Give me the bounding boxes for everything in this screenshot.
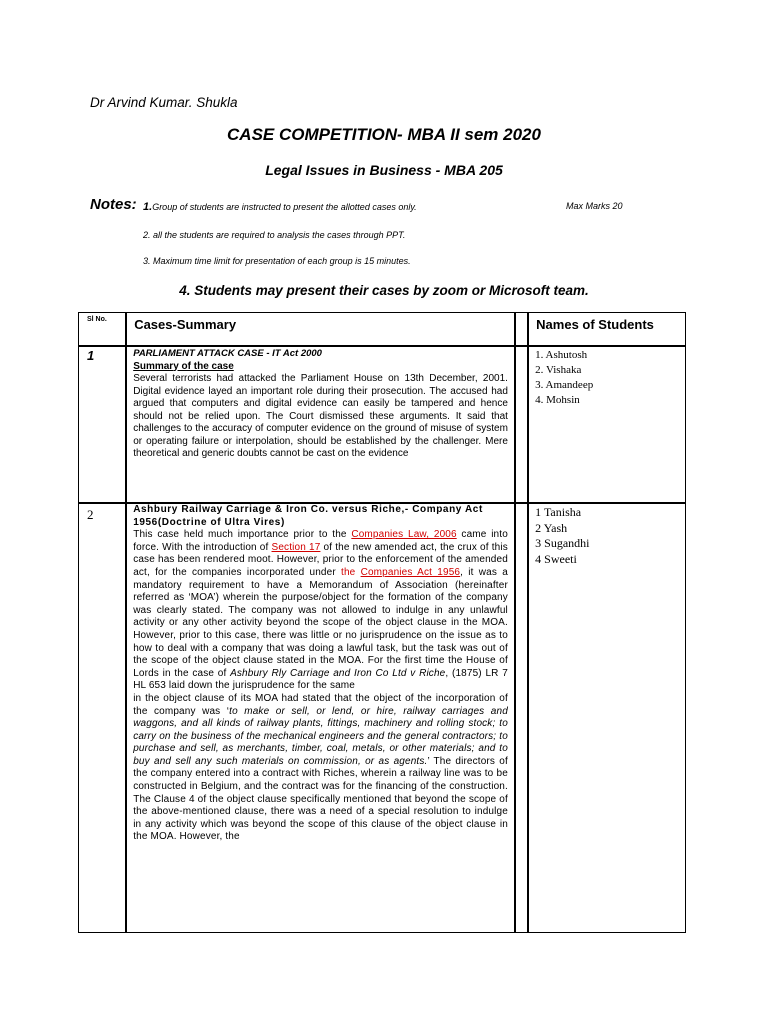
student-name: 2. Vishaka [535, 364, 582, 376]
header-cases-summary: Cases-Summary [126, 312, 515, 346]
text-segment: , (1875) LR 7 HL 653 laid down the jurisprudence for the same [133, 667, 508, 692]
note-2: 2. all the students are required to analysis the cases through PPT. [143, 230, 406, 240]
max-marks: Max Marks 20 [566, 201, 623, 211]
header-sl-no: Sl No. [78, 312, 126, 346]
section-17-link[interactable]: Section 17 [271, 541, 321, 553]
case-text: Several terrorists had attacked the Parliament House on 13th December, 2001. Digital evidence layed an important role during their prosecution. The accused had argued that computers and digital evidence can easily be tampered and hence should not be relied upon. The Court dismissed these arguments. It said that challenges to the accuracy of computer evidence on the ground of misuse of system or operating failure or interpolation, should be established by the challenger. Mere theoretical and generic doubts cannot be cast on the evidence [133, 373, 508, 459]
spacer-cell [515, 346, 528, 503]
companies-law-link[interactable]: Companies Law, 2006 [351, 529, 457, 541]
case-text [133, 529, 508, 693]
note-3: 3. Maximum time limit for presentation of each group is 15 minutes. [143, 256, 411, 266]
object-clause-quote: to make or sell, or lend, or hire, railway carriages and waggons, and all kinds of railway plants, fittings, machinery and rolling stock; to carry on the business of the mechanical engineers and the general contractors; to purchase and sell, as merchants, timber, coal, metals, or other materials; and to buy and sell any such materials on commission, or as agents. [133, 705, 508, 767]
student-name: 3. Amandeep [535, 379, 594, 391]
cases-table [78, 312, 686, 933]
student-name: 1. Ashutosh [535, 349, 588, 361]
student-names [528, 346, 686, 503]
student-name: 3 Sugandhi [535, 536, 590, 550]
header-spacer-cell [515, 312, 528, 346]
table-header-row [78, 312, 686, 346]
case-summary [126, 346, 515, 503]
text-segment: ’ The directors of the company entered into a contract with Riches, wherein a railway line was to be constructed in Belgium, and the contract was for the financing of the construction. The Clause 4 of the object clause specifically mentioned that beyond the scope of the above-mentioned clause, there was a need of a special resolution to indulge in any activity which was beyond the scope of this clause of the object clause in the MOA. However, the [133, 755, 508, 843]
case-title: Ashbury Railway Carriage & Iron Co. versus Riche,- Company Act 1956(Doctrine of Ultra Vires) [133, 504, 483, 528]
document-subtitle: Legal Issues in Business - MBA 205 [265, 162, 503, 178]
case-title: PARLIAMENT ATTACK CASE - IT Act 2000 [133, 348, 322, 359]
student-name: 2 Yash [535, 520, 568, 535]
text-segment: in the object clause of its MOA had stated that the object of the incorporation of the company was ‘ [133, 692, 508, 717]
case-subtitle: Summary of the case [133, 360, 234, 372]
notes-label: Notes: [90, 196, 137, 213]
case-summary [126, 503, 515, 933]
row-sl-number: 1 [78, 346, 126, 503]
spacer-cell [515, 503, 528, 933]
note-1-number: 1. [143, 201, 153, 213]
case-text-continued [133, 693, 508, 844]
table-row [78, 503, 686, 933]
note-1-text: Group of students are instructed to present the allotted cases only. [152, 202, 417, 212]
text-segment: , it was a mandatory requirement to have a Memorandum of Association (hereinafter referred as ‘MOA’) wherein the purpose/object for the formation of the company was clearly stated. The company was not allowed to indulge in any unlawful activity or any other activity beyond the scope of the object clause in the MOA. However, prior to this case, there was little or no jurisprudence on the issue as to how to deal with a company that was doing a lawful task, but the task was out of the scope of the object clause stated in the MOA. For the first time the House of Lords in the case of [133, 566, 508, 679]
author-name: Dr Arvind Kumar. Shukla [90, 95, 238, 110]
table-row [78, 346, 686, 503]
text-segment: This case held much importance prior to the [133, 529, 352, 541]
student-name: 4. Mohsin [535, 394, 580, 406]
student-names [528, 503, 686, 933]
student-name: 1 Tanisha [535, 505, 582, 519]
text-segment: of the new amended act, the crux of this case has been rendered moot. However, prior to the enforcement of the amended act, for the companies incorporated under [133, 541, 508, 578]
note-1 [143, 201, 417, 213]
note-4: 4. Students may present their cases by zoom or Microsoft team. [179, 283, 589, 298]
student-name: 4 Sweeti [535, 551, 577, 566]
text-segment: came into force. With the introduction of [133, 529, 508, 553]
companies-act-link[interactable]: Companies Act 1956 [360, 566, 461, 578]
header-names-of-students: Names of Students [528, 312, 686, 346]
text-segment-red: the [341, 566, 361, 578]
document-title: CASE COMPETITION- MBA II sem 2020 [227, 125, 541, 144]
case-name: Ashbury Rly Carriage and Iron Co Ltd v Riche [230, 667, 446, 679]
row-sl-number: 2 [78, 503, 126, 933]
